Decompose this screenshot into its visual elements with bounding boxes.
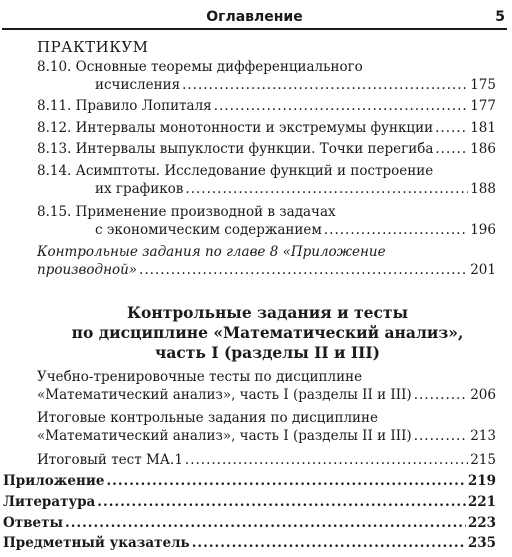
toc-entry-title-cont: исчисления <box>95 77 181 93</box>
toc-entry-title-cont: производной» <box>37 262 138 278</box>
toc-entry-title-cont: «Математический анализ», часть I (разделы II и III) <box>37 387 412 403</box>
toc-entry-literature[interactable] <box>3 493 496 511</box>
header-title: Оглавление <box>206 9 303 25</box>
toc-entry-page: 188 <box>470 181 496 197</box>
toc-entry-appendix[interactable] <box>3 472 496 490</box>
block-title-line: часть I (разделы II и III) <box>154 343 381 362</box>
toc-entry-title: Ответы <box>3 515 63 531</box>
toc-entry-page: 223 <box>467 515 496 531</box>
toc-entry[interactable] <box>37 409 496 445</box>
toc-entry-title: Предметный указатель <box>3 535 190 551</box>
leader-dots <box>214 97 469 115</box>
header-page-number: 5 <box>495 9 505 25</box>
toc-entry[interactable] <box>37 162 496 198</box>
toc-entry-page: 186 <box>470 141 496 157</box>
block-title <box>50 303 485 363</box>
toc-entry[interactable] <box>37 97 496 115</box>
leader-dots <box>435 140 468 158</box>
toc-entry-page: 221 <box>467 494 496 510</box>
toc-entry[interactable] <box>37 119 496 137</box>
toc-entry-title: Итоговые контрольные задания по дисциплине <box>37 410 379 426</box>
leader-dots <box>192 534 466 552</box>
toc-entry-title: 8.13. Интервалы выпуклости функции. Точки перегиба <box>37 141 434 157</box>
toc-entry-title: Приложение <box>3 473 105 489</box>
toc-entry-title: Итоговый тест МА.1 <box>37 452 183 468</box>
leader-dots <box>97 493 466 511</box>
toc-entry-title: 8.10. Основные теоремы дифференциального <box>37 59 363 75</box>
toc-entry-page: 235 <box>467 535 496 551</box>
toc-entry-title-cont: их графиков <box>95 181 184 197</box>
leader-dots <box>435 119 468 137</box>
leader-dots <box>106 472 465 490</box>
block-title-line: Контрольные задания и тесты <box>126 303 409 322</box>
leader-dots <box>414 427 469 445</box>
toc-entry-title: 8.12. Интервалы монотонности и экстремумы функции <box>37 120 434 136</box>
toc-entry-page: 213 <box>470 428 496 444</box>
toc-entry-title: 8.15. Применение производной в задачах <box>37 204 336 220</box>
toc-entry-page: 196 <box>470 222 496 238</box>
toc-entry[interactable] <box>37 203 496 239</box>
toc-entry-title: 8.11. Правило Лопиталя <box>37 98 212 114</box>
toc-entry[interactable] <box>37 451 496 469</box>
leader-dots <box>139 261 468 279</box>
leader-dots <box>414 386 469 404</box>
toc-entry-title: 8.14. Асимптоты. Исследование функций и построение <box>37 163 434 179</box>
toc-entry-page: 201 <box>470 262 496 278</box>
toc-entry[interactable] <box>37 243 496 279</box>
leader-dots <box>182 76 468 94</box>
toc-entry-page: 215 <box>470 452 496 468</box>
toc-entry-page: 219 <box>467 473 496 489</box>
toc-entry-page: 181 <box>470 120 496 136</box>
toc-entry-title-cont: с экономическим содержанием <box>95 222 322 238</box>
leader-dots <box>324 221 468 239</box>
leader-dots <box>185 180 468 198</box>
toc-entry[interactable] <box>37 368 496 404</box>
block-title-line: по дисциплине «Математический анализ», <box>71 323 464 342</box>
toc-entry-title: Контрольные задания по главе 8 «Приложение <box>37 244 386 260</box>
toc-entry[interactable] <box>37 58 496 94</box>
toc-entry-title: Учебно-тренировочные тесты по дисциплине <box>37 369 363 385</box>
toc-entry-page: 206 <box>470 387 496 403</box>
toc-entry-title: Литература <box>3 494 96 510</box>
toc-entry-answers[interactable] <box>3 514 496 532</box>
leader-dots <box>65 514 466 532</box>
section-label: ПРАКТИКУМ <box>37 38 149 56</box>
toc-entry[interactable] <box>37 140 496 158</box>
toc-entry-title-cont: «Математический анализ», часть I (разделы II и III) <box>37 428 412 444</box>
toc-entry-page: 175 <box>470 77 496 93</box>
toc-entry-page: 177 <box>470 98 496 114</box>
running-header <box>2 8 507 30</box>
toc-entry-subject-index[interactable] <box>3 534 496 552</box>
leader-dots <box>185 451 468 469</box>
